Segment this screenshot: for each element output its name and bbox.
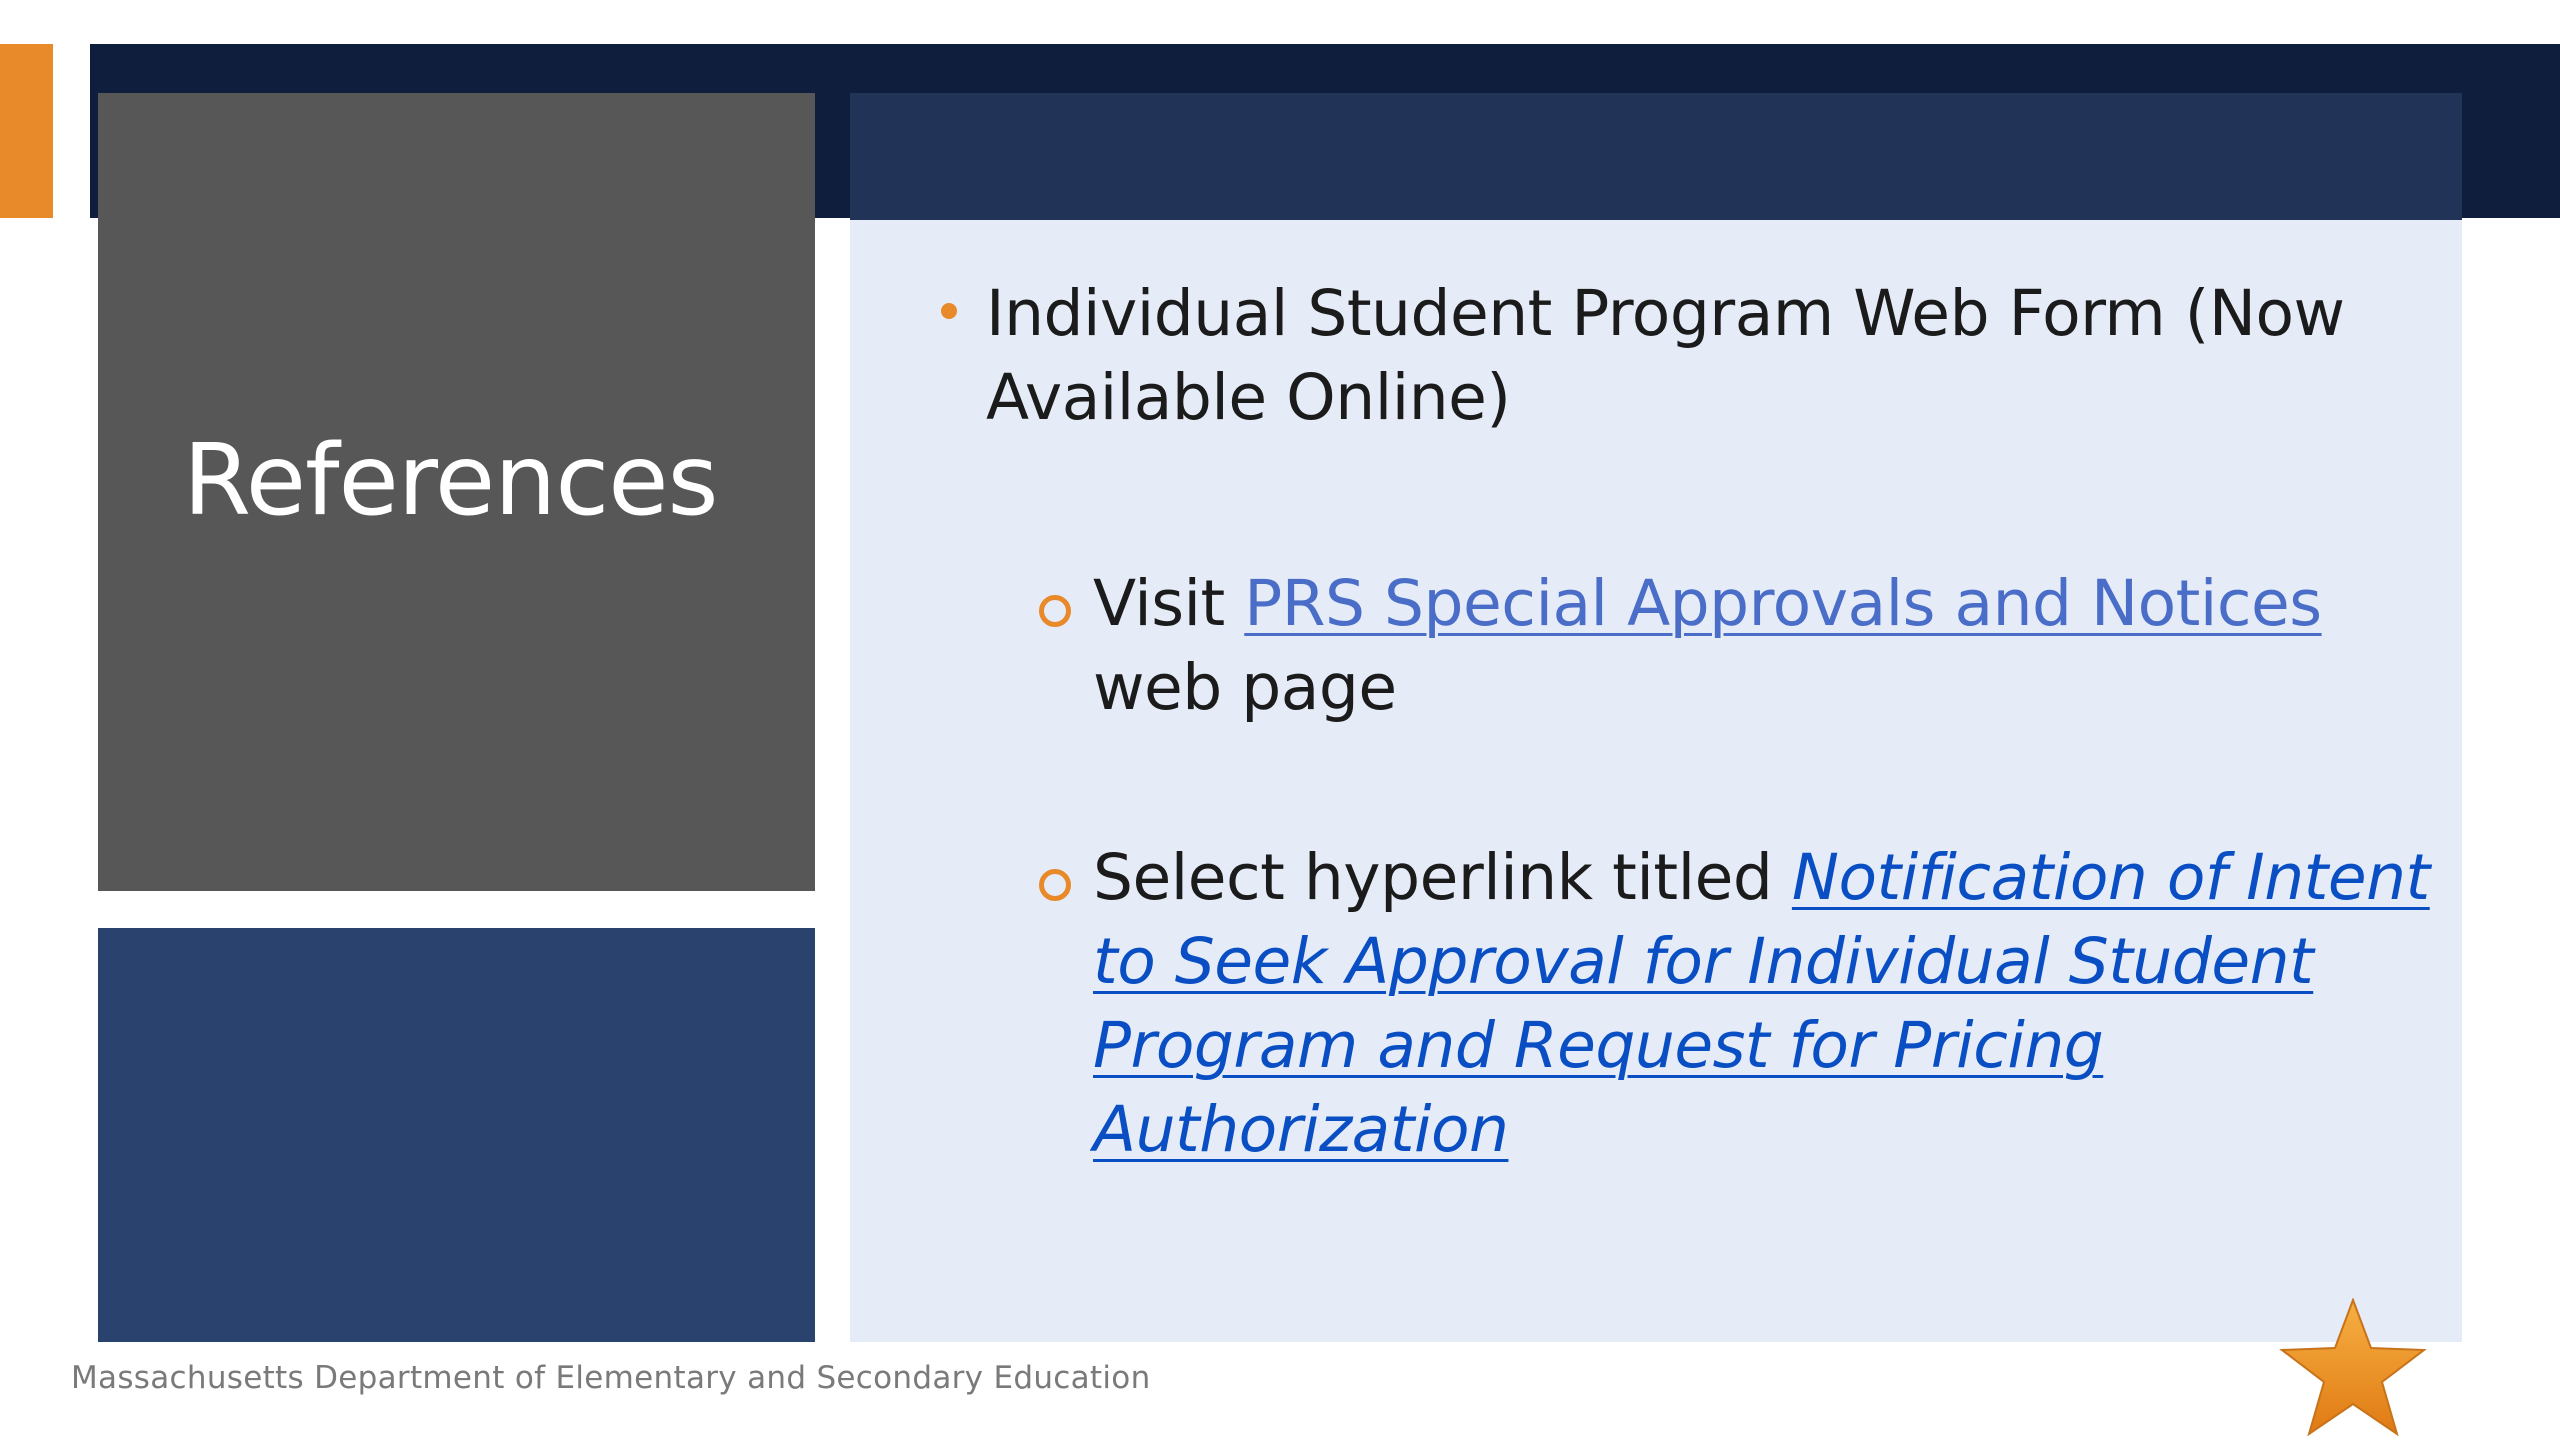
footer-organization: Massachusetts Department of Elementary and Secondary Education (71, 1360, 1151, 1396)
bullet-circle-icon (1039, 869, 1071, 901)
prs-approvals-link[interactable]: PRS Special Approvals and Notices (1244, 567, 2322, 640)
visit-suffix: web page (1093, 651, 1397, 724)
notification-of-intent-link[interactable]: Notification of Intent to Seek Approval for Individual Student Program and Request for Pricing Authorization (1093, 841, 2430, 1166)
orange-accent-tab (0, 44, 53, 218)
bullet-select-hyperlink (1093, 836, 2433, 1172)
content-header-band (850, 93, 2462, 220)
bullet-circle-icon (1039, 595, 1071, 627)
bullet-visit-page (1093, 562, 2423, 730)
visit-prefix: Visit (1093, 567, 1245, 640)
select-prefix: Select hyperlink titled (1093, 841, 1792, 914)
bullet-web-form (986, 272, 2406, 440)
bullet-web-form-text: Individual Student Program Web Form (Now Available Online) (986, 277, 2345, 434)
star-icon (2278, 1298, 2428, 1438)
bullet-dot-icon (941, 303, 957, 319)
decorative-blue-panel (98, 928, 815, 1342)
slide-title: References (183, 424, 718, 538)
